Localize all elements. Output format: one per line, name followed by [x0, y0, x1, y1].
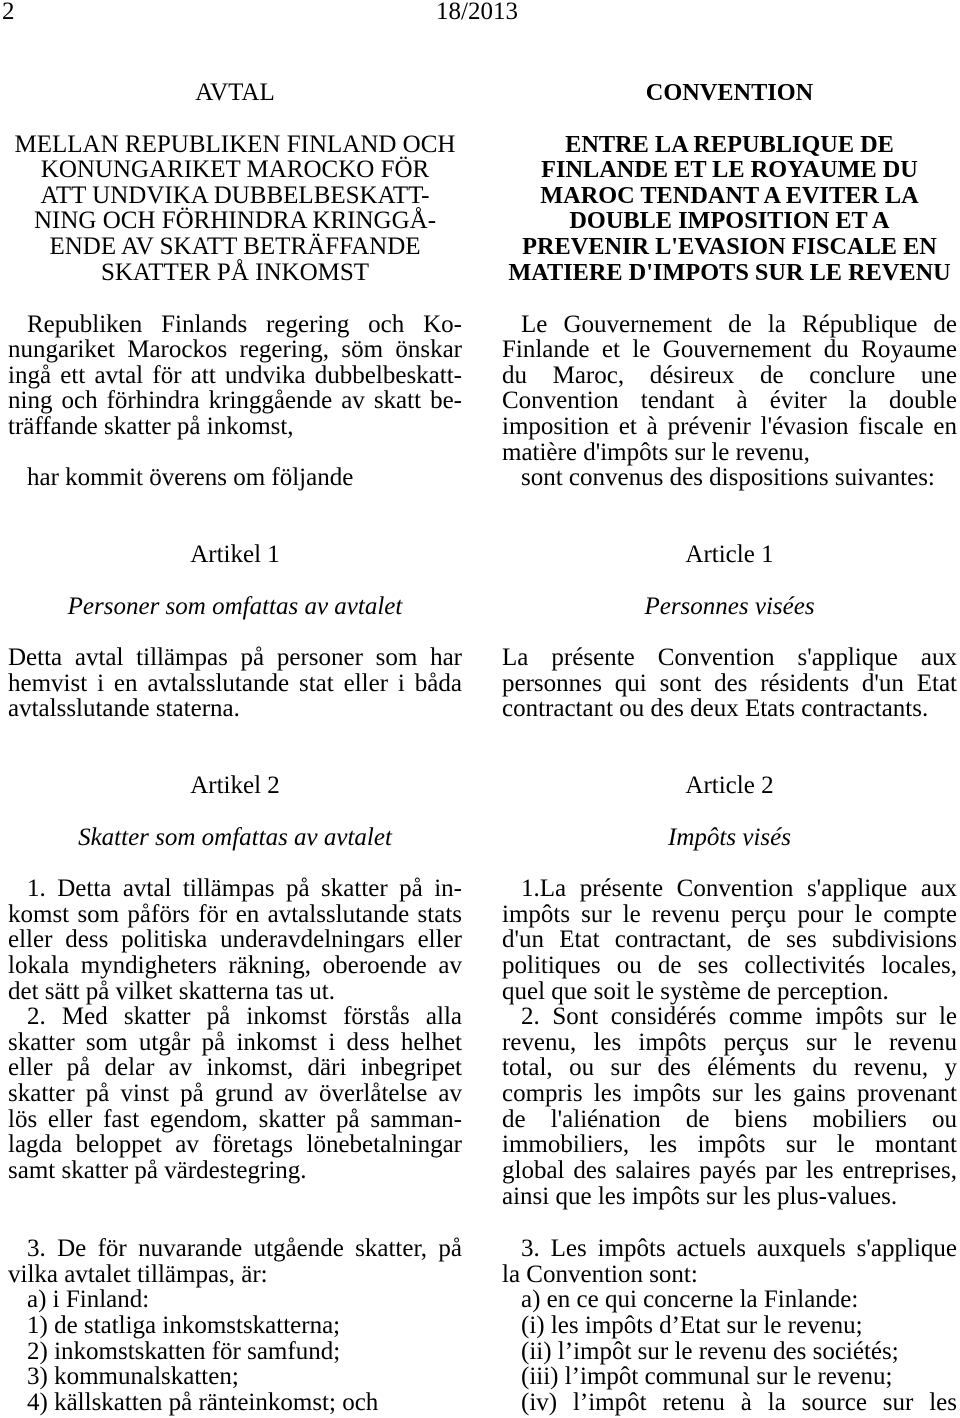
- sv-article-1-number: Artikel 1: [190, 541, 280, 568]
- fr-article-1-line: contractant ou des deux Etats contractants.: [502, 695, 929, 723]
- sv-article-1-line: hemvist i en avtalsslutande stat eller i båda: [8, 669, 462, 697]
- sv-preamble: [8, 312, 462, 440]
- sv-list-item: a) i Finland:: [27, 1286, 150, 1314]
- fr-title-line: MAROC TENDANT A EVITER LA: [540, 181, 919, 209]
- fr-paragraph-line: 1.La présente Convention s'applique aux: [521, 875, 957, 902]
- fr-article-1-line: personnes qui sont des résidents d'un Etat: [502, 669, 957, 697]
- fr-list-item: (ii) l’impôt sur le revenu des sociétés;: [521, 1337, 899, 1365]
- sv-article-1-line: Detta avtal tillämpas på personer som har: [8, 644, 462, 671]
- sv-paragraph-line: lagda beloppet av företags lönebetalningar: [8, 1131, 462, 1159]
- fr-list-item: a) en ce qui concerne la Finlande:: [521, 1286, 859, 1314]
- fr-preamble-line: imposition et à prévenir l'évasion fiscale en: [502, 413, 957, 441]
- sv-list-item: 4) källskatten på ränteinkomst; och: [27, 1388, 379, 1416]
- fr-list-item: (iv) l’impôt retenu à la source sur les: [521, 1388, 957, 1416]
- issue-number: 18/2013: [436, 0, 518, 25]
- sv-article-2-heading: Skatter som omfattas av avtalet: [78, 823, 392, 851]
- fr-paragraph-line: impôts sur le revenu perçu pour le compte: [502, 900, 957, 928]
- fr-paragraph-line: revenu, les impôts perçus sur le revenu: [502, 1028, 957, 1056]
- fr-article-2-number: Article 2: [685, 772, 774, 799]
- sv-paragraph-line: eller på delar av inkomst, däri inbegripet: [8, 1054, 462, 1082]
- sv-title: [8, 132, 462, 286]
- fr-article-1-number: Article 1: [685, 541, 774, 568]
- sv-paragraph-line: eller dess politiska underavdelningars eller: [8, 926, 462, 954]
- fr-title-line: MATIERE D'IMPOTS SUR LE REVENU: [508, 258, 951, 286]
- sv-paragraph-line: 3. De för nuvarande utgående skatter, på: [27, 1235, 462, 1262]
- fr-agreement-clause: sont convenus des dispositions suivantes:: [521, 464, 935, 491]
- sv-article-2-paragraph-3: [8, 1236, 462, 1415]
- fr-paragraph-line: politiques ou de ses collectivités locales,: [502, 951, 957, 979]
- fr-article-2-paragraph-3: [502, 1236, 957, 1415]
- fr-paragraph-line: de l'aliénation de biens mobiliers ou: [502, 1105, 957, 1133]
- fr-article-2-paragraph-2: [502, 1004, 957, 1209]
- fr-article-1-text: [502, 645, 957, 722]
- sv-article-2-paragraph-2: [8, 1004, 462, 1183]
- fr-paragraph-line: immobiliers, les impôts sur le montant: [502, 1131, 957, 1159]
- fr-title-line: ENTRE LA REPUBLIQUE DE: [565, 130, 894, 158]
- sv-list-item: 1) de statliga inkomstskatterna;: [27, 1311, 341, 1339]
- fr-title-line: PREVENIR L'EVASION FISCALE EN: [522, 233, 937, 261]
- sv-list-item: 3) kommunalskatten;: [27, 1363, 239, 1391]
- fr-list-item: (iii) l’impôt communal sur le revenu;: [521, 1363, 893, 1391]
- sv-title-line: MELLAN REPUBLIKEN FINLAND OCH: [14, 130, 456, 158]
- fr-paragraph-line: compris les impôts sur les gains provenant: [502, 1080, 957, 1108]
- sv-preamble-line: nungariket Marockos regering, söm önskar: [8, 336, 462, 364]
- sv-article-2-body: [8, 876, 462, 1184]
- sv-title-line: SKATTER PÅ INKOMST: [100, 258, 370, 286]
- sv-paragraph-line: skatter på vinst på grund av överlåtelse av: [8, 1080, 462, 1108]
- sv-paragraph-line: skatter som utgår på inkomst i dess helhet: [8, 1028, 462, 1056]
- swedish-column: [8, 0, 462, 1418]
- fr-paragraph-line: global des salaires payés par les entreprises,: [502, 1157, 957, 1185]
- sv-paragraph-line: komst som påförs för en avtalsslutande stats: [8, 900, 462, 928]
- fr-paragraph-line: 2. Sont considérés comme impôts sur le: [521, 1003, 957, 1031]
- fr-article-2-body: [502, 876, 957, 1209]
- fr-preamble-line: du Maroc, désireux de conclure une: [502, 361, 957, 389]
- fr-paragraph-line: quel que soit le système de perception.: [502, 977, 889, 1005]
- sv-paragraph-line: det sätt på vilket skatterna tas ut.: [8, 977, 335, 1005]
- fr-paragraph-line: ainsi que les impôts sur les plus-values.: [502, 1182, 898, 1210]
- fr-heading: CONVENTION: [645, 79, 814, 106]
- sv-preamble-line: ingå ett avtal för att undvika dubbelbeskatt-: [8, 361, 462, 389]
- fr-article-2-paragraph-1: [502, 876, 957, 1004]
- fr-paragraph-line: total, ou sur des éléments du revenu, y: [502, 1054, 957, 1082]
- sv-paragraph-line: vilka avtalet tillämpas, är:: [8, 1260, 268, 1288]
- sv-preamble-line: Republiken Finlands regering och Ko-: [27, 310, 462, 338]
- fr-preamble-line: Finlande et le Gouvernement du Royaume: [502, 336, 957, 364]
- sv-agreement-clause: har kommit överens om följande: [27, 464, 354, 491]
- fr-paragraph-line: d'un Etat contractant, de ses subdivisions: [502, 926, 957, 954]
- page-number: 2: [2, 0, 15, 25]
- sv-title-line: ATT UNDVIKA DUBBELBESKATT-: [40, 181, 430, 209]
- sv-preamble-line: träffande skatter på inkomst,: [8, 413, 294, 441]
- sv-paragraph-line: 1. Detta avtal tillämpas på skatter på in-: [27, 875, 462, 902]
- sv-article-1-text: [8, 645, 462, 722]
- sv-title-line: NING OCH FÖRHINDRA KRINGGÅ-: [33, 207, 437, 235]
- sv-paragraph-line: 2. Med skatter på inkomst förstås alla: [27, 1003, 462, 1031]
- sv-title-line: KONUNGARIKET MAROCKO FÖR: [40, 156, 430, 184]
- sv-article-2-paragraph-1: [8, 876, 462, 1004]
- sv-preamble-line: ning och förhindra kringgående av skatt be-: [8, 387, 462, 415]
- fr-paragraph-line: la Convention sont:: [502, 1260, 698, 1288]
- fr-preamble-line: matière d'impôts sur le revenu,: [502, 438, 810, 466]
- fr-list-item: (i) les impôts d’Etat sur le revenu;: [521, 1311, 863, 1339]
- sv-heading: AVTAL: [195, 79, 275, 106]
- fr-title-line: DOUBLE IMPOSITION ET A: [569, 207, 890, 235]
- fr-title: [502, 132, 957, 286]
- fr-article-2-heading: Impôts visés: [668, 823, 791, 851]
- fr-preamble-line: Le Gouvernement de la République de: [521, 310, 957, 338]
- fr-preamble-line: Convention tendant à éviter la double: [502, 387, 957, 415]
- fr-title-line: FINLANDE ET LE ROYAUME DU: [541, 156, 918, 184]
- sv-article-2-number: Artikel 2: [190, 772, 280, 799]
- fr-article-1-heading: Personnes visées: [644, 592, 815, 620]
- sv-article-1-heading: Personer som omfattas av avtalet: [67, 592, 403, 620]
- sv-title-line: ENDE AV SKATT BETRÄFFANDE: [49, 233, 421, 261]
- sv-paragraph-line: lös eller fast egendom, skatter på samman-: [8, 1105, 462, 1133]
- sv-paragraph-line: lokala myndigheters räkning, oberoende av: [8, 951, 462, 979]
- sv-paragraph-line: samt skatter på värdestegring.: [8, 1157, 307, 1185]
- fr-paragraph-line: 3. Les impôts actuels auxquels s'applique: [521, 1235, 957, 1262]
- fr-article-1-line: La présente Convention s'applique aux: [502, 644, 957, 671]
- fr-preamble: [502, 312, 957, 466]
- sv-list-item: 2) inkomstskatten för samfund;: [27, 1337, 341, 1365]
- french-column: [502, 0, 957, 1418]
- sv-article-1-line: avtalsslutande staterna.: [8, 695, 240, 723]
